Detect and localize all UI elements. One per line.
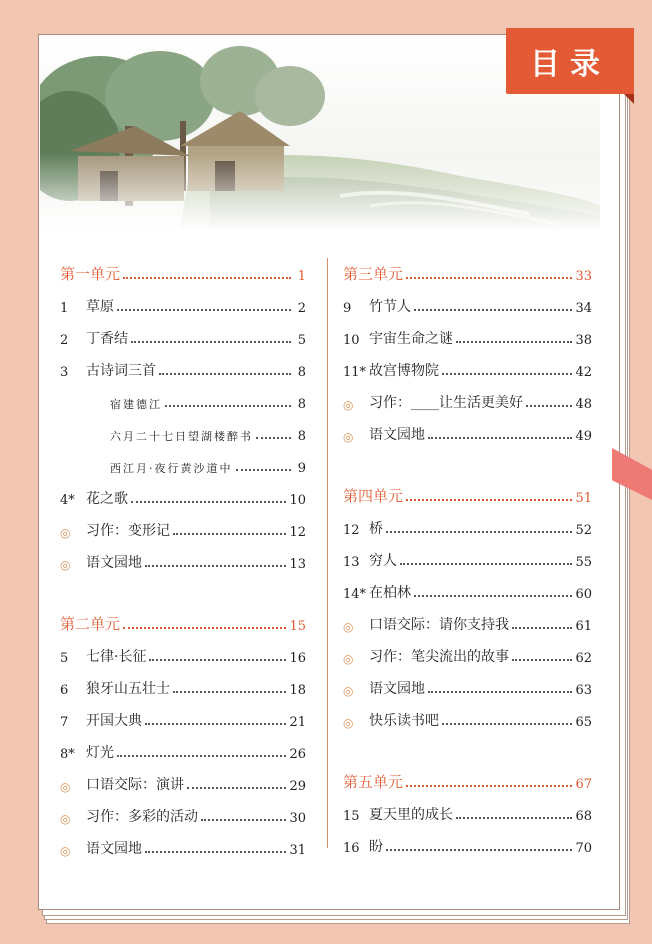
entry-title: 习作：多彩的活动 — [86, 809, 198, 825]
leader-dots — [173, 691, 286, 693]
page-number: 2 — [297, 301, 306, 316]
entry-title: 夏天里的成长 — [369, 807, 453, 823]
entry-title: 语文园地 — [86, 555, 142, 571]
entry-title: 七律·长征 — [86, 649, 147, 665]
circle-marker-icon: ◎ — [343, 430, 354, 444]
leader-dots — [236, 469, 292, 471]
leader-dots — [456, 817, 572, 819]
leader-dots — [442, 373, 572, 375]
circle-marker-icon: ◎ — [60, 780, 71, 794]
toc-entry[interactable] — [60, 444, 306, 476]
lesson-number: 4* — [60, 493, 75, 508]
entry-title: 丁香结 — [86, 331, 128, 347]
page-number: 26 — [289, 747, 306, 762]
leader-dots — [145, 851, 286, 853]
page-number: 16 — [289, 651, 306, 666]
toc-entry[interactable] — [343, 380, 592, 412]
page-number: 8 — [297, 397, 306, 412]
page-number: 1 — [297, 269, 306, 284]
entry-title: 花之歌 — [86, 491, 128, 507]
entry-title: 古诗词三首 — [86, 363, 156, 379]
lesson-number: 14* — [343, 587, 367, 602]
lesson-number: 10 — [343, 333, 360, 348]
lesson-number: 7 — [60, 715, 69, 730]
page-number: 67 — [575, 777, 592, 792]
leader-dots — [456, 341, 572, 343]
toc-entry[interactable] — [60, 508, 306, 540]
entry-title: 第一单元 — [60, 265, 121, 283]
toc-entry[interactable] — [343, 634, 592, 666]
page-number: 60 — [575, 587, 592, 602]
lesson-number: 6 — [60, 683, 69, 698]
lesson-number: 15 — [343, 809, 360, 824]
toc-entry[interactable] — [60, 698, 306, 730]
toc-entry[interactable] — [60, 412, 306, 444]
entry-title: 习作：变形记 — [86, 523, 170, 539]
toc-entry[interactable] — [60, 762, 306, 794]
page-number: 34 — [575, 301, 592, 316]
entry-title: 习作：____让生活更美好 — [369, 395, 523, 411]
circle-marker-icon: ◎ — [60, 844, 71, 858]
toc-entry[interactable] — [343, 284, 592, 316]
leader-dots — [131, 501, 286, 503]
page-number: 38 — [575, 333, 592, 348]
page-number: 70 — [575, 841, 592, 856]
page-number: 62 — [575, 651, 592, 666]
toc-entry[interactable] — [60, 380, 306, 412]
entry-title: 六月二十七日望湖楼醉书 — [110, 430, 253, 443]
circle-marker-icon: ◎ — [343, 684, 354, 698]
circle-marker-icon: ◎ — [343, 652, 354, 666]
lesson-number: 5 — [60, 651, 69, 666]
page-number: 18 — [289, 683, 306, 698]
toc-entry[interactable] — [60, 794, 306, 826]
toc-entry[interactable] — [60, 348, 306, 380]
leader-dots — [117, 309, 291, 311]
toc-entry[interactable] — [60, 284, 306, 316]
leader-dots — [201, 819, 286, 821]
circle-marker-icon: ◎ — [343, 716, 354, 730]
toc-entry[interactable] — [343, 698, 592, 730]
circle-marker-icon: ◎ — [343, 398, 354, 412]
column-divider — [327, 258, 328, 848]
page-number: 48 — [575, 397, 592, 412]
entry-title: 习作：笔尖流出的故事 — [369, 649, 509, 665]
circle-marker-icon: ◎ — [343, 620, 354, 634]
unit-heading[interactable] — [60, 252, 306, 284]
entry-title: 开国大典 — [86, 713, 142, 729]
page-number: 63 — [575, 683, 592, 698]
entry-title: 宇宙生命之谜 — [369, 331, 453, 347]
leader-dots — [414, 595, 572, 597]
toc-entry[interactable] — [343, 538, 592, 570]
unit-heading[interactable] — [343, 252, 592, 284]
page-number: 5 — [297, 333, 306, 348]
lesson-number: 9 — [343, 301, 352, 316]
leader-dots — [400, 563, 572, 565]
leader-dots — [149, 659, 286, 661]
entry-title: 语文园地 — [369, 427, 425, 443]
section-gap — [343, 730, 592, 760]
page-number: 29 — [289, 779, 306, 794]
toc-entry[interactable] — [343, 570, 592, 602]
entry-title: 第二单元 — [60, 615, 121, 633]
leader-dots — [173, 533, 286, 535]
circle-marker-icon: ◎ — [60, 558, 71, 572]
lesson-number: 13 — [343, 555, 360, 570]
entry-title: 语文园地 — [369, 681, 425, 697]
toc-entry[interactable] — [60, 666, 306, 698]
leader-dots — [131, 341, 291, 343]
leader-dots — [117, 755, 286, 757]
leader-dots — [526, 405, 572, 407]
leader-dots — [414, 309, 572, 311]
leader-dots — [406, 499, 572, 501]
page-number: 33 — [575, 269, 592, 284]
entry-title: 宿建德江 — [110, 398, 162, 411]
section-gap — [60, 572, 306, 602]
page-number: 9 — [297, 461, 306, 476]
page-number: 10 — [289, 493, 306, 508]
unit-heading[interactable] — [343, 474, 592, 506]
entry-title: 桥 — [369, 521, 383, 537]
page-number: 55 — [575, 555, 592, 570]
leader-dots — [123, 627, 286, 629]
toc-entry[interactable] — [60, 476, 306, 508]
toc-entry[interactable] — [343, 316, 592, 348]
lesson-number: 12 — [343, 523, 360, 538]
entry-title: 故宫博物院 — [369, 363, 439, 379]
entry-title: 竹节人 — [369, 299, 411, 315]
leader-dots — [428, 437, 572, 439]
entry-title: 狼牙山五壮士 — [86, 681, 170, 697]
entry-title: 西江月·夜行黄沙道中 — [110, 462, 233, 475]
page-number: 65 — [575, 715, 592, 730]
leader-dots — [386, 531, 572, 533]
entry-title: 草原 — [86, 299, 114, 315]
entry-title: 口语交际：请你支持我 — [369, 617, 509, 633]
page-number: 15 — [289, 619, 306, 634]
circle-marker-icon: ◎ — [60, 812, 71, 826]
toc-entry[interactable] — [343, 412, 592, 444]
entry-title: 穷人 — [369, 553, 397, 569]
toc-column-right — [343, 252, 592, 856]
leader-dots — [145, 723, 286, 725]
toc-entry[interactable] — [60, 634, 306, 666]
page-number: 8 — [297, 365, 306, 380]
toc-entry[interactable] — [60, 826, 306, 858]
leader-dots — [123, 277, 291, 279]
toc-entry[interactable] — [343, 666, 592, 698]
page-number: 49 — [575, 429, 592, 444]
page-number: 42 — [575, 365, 592, 380]
entry-title: 灯光 — [86, 745, 114, 761]
entry-title: 第三单元 — [343, 265, 404, 283]
page-number: 31 — [289, 843, 306, 858]
leader-dots — [159, 373, 291, 375]
lesson-number: 8* — [60, 747, 75, 762]
circle-marker-icon: ◎ — [60, 526, 71, 540]
leader-dots — [187, 787, 286, 789]
page-number: 21 — [289, 715, 306, 730]
unit-heading[interactable] — [343, 760, 592, 792]
toc-entry[interactable] — [60, 540, 306, 572]
entry-title: 语文园地 — [86, 841, 142, 857]
page-number: 13 — [289, 557, 306, 572]
leader-dots — [512, 659, 572, 661]
lesson-number: 1 — [60, 301, 69, 316]
toc-entry[interactable] — [343, 602, 592, 634]
toc-entry[interactable] — [343, 348, 592, 380]
leader-dots — [256, 437, 291, 439]
toc-entry[interactable] — [343, 506, 592, 538]
toc-entry[interactable] — [60, 730, 306, 762]
leader-dots — [428, 691, 572, 693]
section-gap — [343, 444, 592, 474]
page-number: 30 — [289, 811, 306, 826]
page-number: 52 — [575, 523, 592, 538]
toc-entry[interactable] — [343, 824, 592, 856]
unit-heading[interactable] — [60, 602, 306, 634]
lesson-number: 3 — [60, 365, 69, 380]
entry-title: 快乐读书吧 — [369, 713, 439, 729]
entry-title: 盼 — [369, 839, 383, 855]
entry-title: 第四单元 — [343, 487, 404, 505]
toc-entry[interactable] — [343, 792, 592, 824]
entry-title: 口语交际：演讲 — [86, 777, 184, 793]
leader-dots — [145, 565, 286, 567]
leader-dots — [406, 785, 572, 787]
page-number: 68 — [575, 809, 592, 824]
lesson-number: 11* — [343, 365, 367, 380]
leader-dots — [386, 849, 572, 851]
leader-dots — [512, 627, 572, 629]
page-title: 目录 — [506, 28, 634, 94]
leader-dots — [442, 723, 572, 725]
toc-column-left — [60, 252, 306, 858]
page-number: 8 — [297, 429, 306, 444]
lesson-number: 2 — [60, 333, 69, 348]
toc-entry[interactable] — [60, 316, 306, 348]
page-number: 12 — [289, 525, 306, 540]
page-number: 51 — [575, 491, 592, 506]
lesson-number: 16 — [343, 841, 360, 856]
entry-title: 第五单元 — [343, 773, 404, 791]
page-number: 61 — [575, 619, 592, 634]
leader-dots — [406, 277, 572, 279]
entry-title: 在柏林 — [369, 585, 411, 601]
leader-dots — [165, 405, 291, 407]
